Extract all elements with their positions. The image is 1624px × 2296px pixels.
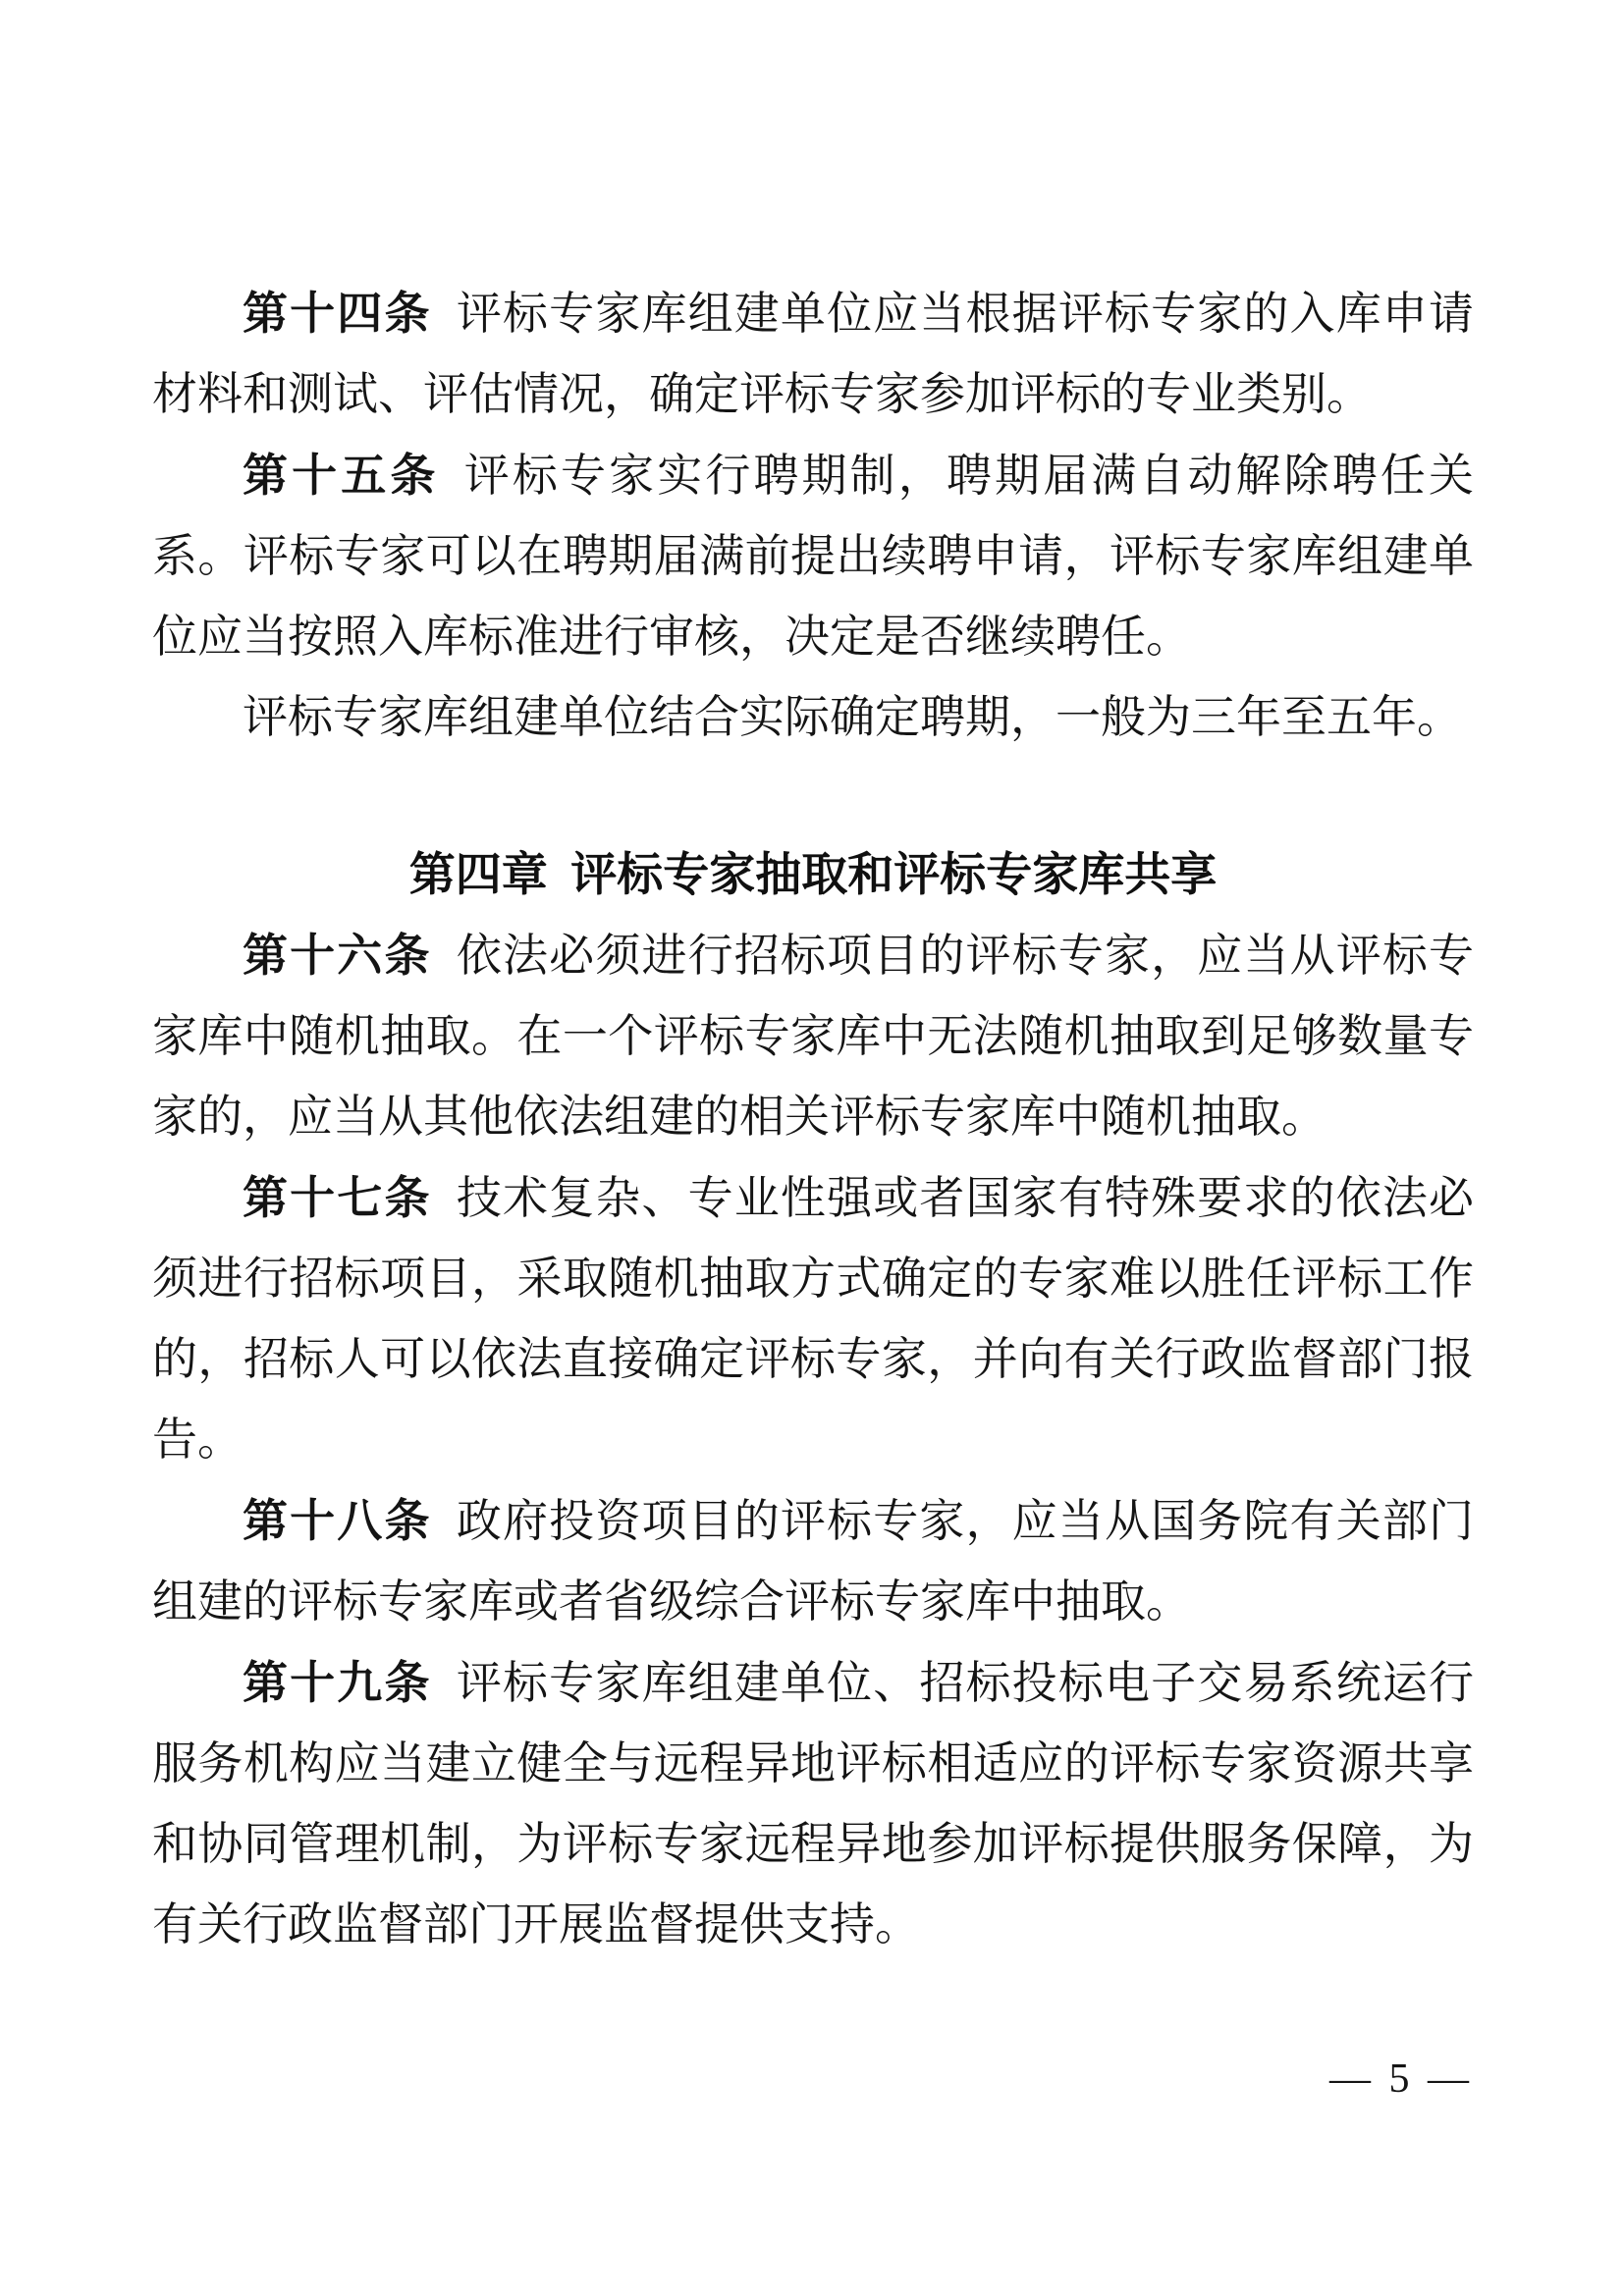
article-paragraph-16	[152, 915, 1474, 1157]
article-number: 第十四条	[243, 288, 432, 339]
article-text: 依法必须进行招标项目的评标专家，应当从评标专家库中随机抽取。在一个评标专家库中无法随机抽取到足够数量专家的，应当从其他依法组建的相关评标专家库中随机抽取。	[152, 931, 1475, 1142]
body-paragraph	[152, 677, 1474, 758]
article-number: 第十六条	[243, 930, 432, 981]
chapter-heading	[152, 834, 1474, 915]
chapter-number: 第四章	[408, 848, 548, 900]
article-number: 第十七条	[243, 1172, 432, 1223]
article-paragraph-19	[152, 1642, 1474, 1965]
chapter-title: 评标专家抽取和评标专家库共享	[570, 848, 1218, 900]
paragraph-text: 评标专家库组建单位结合实际确定聘期，一般为三年至五年。	[243, 692, 1462, 742]
article-text: 政府投资项目的评标专家，应当从国务院有关部门组建的评标专家库或者省级综合评标专家库中抽取。	[152, 1496, 1475, 1627]
article-paragraph-18	[152, 1480, 1474, 1642]
article-number: 第十五条	[243, 450, 440, 501]
document-body	[152, 273, 1474, 1965]
article-text: 评标专家库组建单位应当根据评标专家的入库申请材料和测试、评估情况，确定评标专家参加评标的专业类别。	[152, 289, 1475, 419]
article-paragraph-14	[152, 273, 1474, 435]
article-text: 评标专家库组建单位、招标投标电子交易系统运行服务机构应当建立健全与远程异地评标相适应的评标专家资源共享和协同管理机制，为评标专家远程异地参加评标提供服务保障，为有关行政监督部门开展监督提供支持。	[152, 1658, 1475, 1949]
article-number: 第十八条	[243, 1495, 432, 1546]
article-text: 技术复杂、专业性强或者国家有特殊要求的依法必须进行招标项目，采取随机抽取方式确定的专家难以胜任评标工作的，招标人可以依法直接确定评标专家，并向有关行政监督部门报告。	[152, 1173, 1475, 1465]
article-paragraph-15	[152, 435, 1474, 677]
article-text: 评标专家实行聘期制，聘期届满自动解除聘任关系。评标专家可以在聘期届满前提出续聘申请，评标专家库组建单位应当按照入库标准进行审核，决定是否继续聘任。	[152, 451, 1475, 662]
article-paragraph-17	[152, 1157, 1474, 1480]
article-number: 第十九条	[243, 1657, 432, 1708]
page-number: — 5 —	[1329, 2056, 1473, 2102]
